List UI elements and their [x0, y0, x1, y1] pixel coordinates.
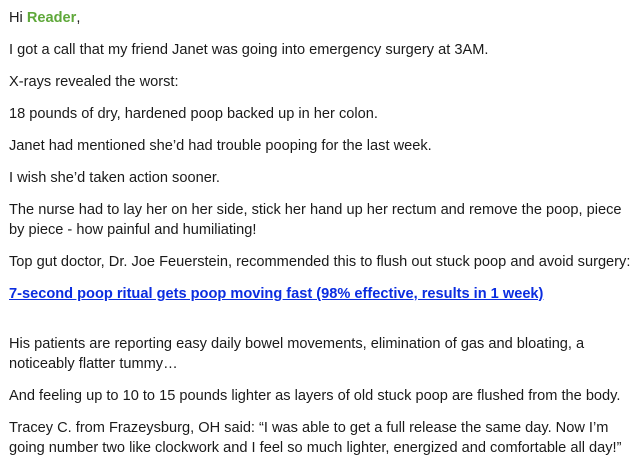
paragraph-wish: I wish she’d taken action sooner. — [9, 170, 220, 186]
paragraph-xrays: X-rays revealed the worst: — [9, 74, 179, 90]
cta-link[interactable]: 7-second poop ritual gets poop moving fast (98% effective, results in 1 week) — [9, 286, 544, 302]
spacer — [9, 316, 634, 334]
paragraph-lighter: And feeling up to 10 to 15 pounds lighter as layers of old stuck poop are flushed from the body. — [9, 388, 621, 404]
paragraph-janet-call: I got a call that my friend Janet was going into emergency surgery at 3AM. — [9, 42, 489, 58]
greeting — [9, 8, 634, 28]
greeting-suffix: , — [76, 10, 81, 26]
cta-paragraph — [9, 284, 634, 304]
paragraph-testimonial: Tracey C. from Frazeysburg, OH said: “I was able to get a full release the same day. Now I’m going number two like clockwork and I feel so much lighter, energized and comfortable all day!” — [9, 420, 622, 456]
paragraph-18-pounds: 18 pounds of dry, hardened poop backed up in her colon. — [9, 106, 378, 122]
paragraph-trouble: Janet had mentioned she’d had trouble pooping for the last week. — [9, 138, 432, 154]
paragraph-nurse: The nurse had to lay her on her side, stick her hand up her rectum and remove the poop, piece by piece - how painful and humiliating! — [9, 202, 622, 238]
reader-name: Reader — [26, 10, 77, 26]
paragraph-doctor: Top gut doctor, Dr. Joe Feuerstein, recommended this to flush out stuck poop and avoid surgery: — [9, 254, 631, 270]
greeting-prefix: Hi — [9, 10, 27, 26]
paragraph-patients: His patients are reporting easy daily bowel movements, elimination of gas and bloating, a noticeably flatter tummy… — [9, 336, 585, 372]
